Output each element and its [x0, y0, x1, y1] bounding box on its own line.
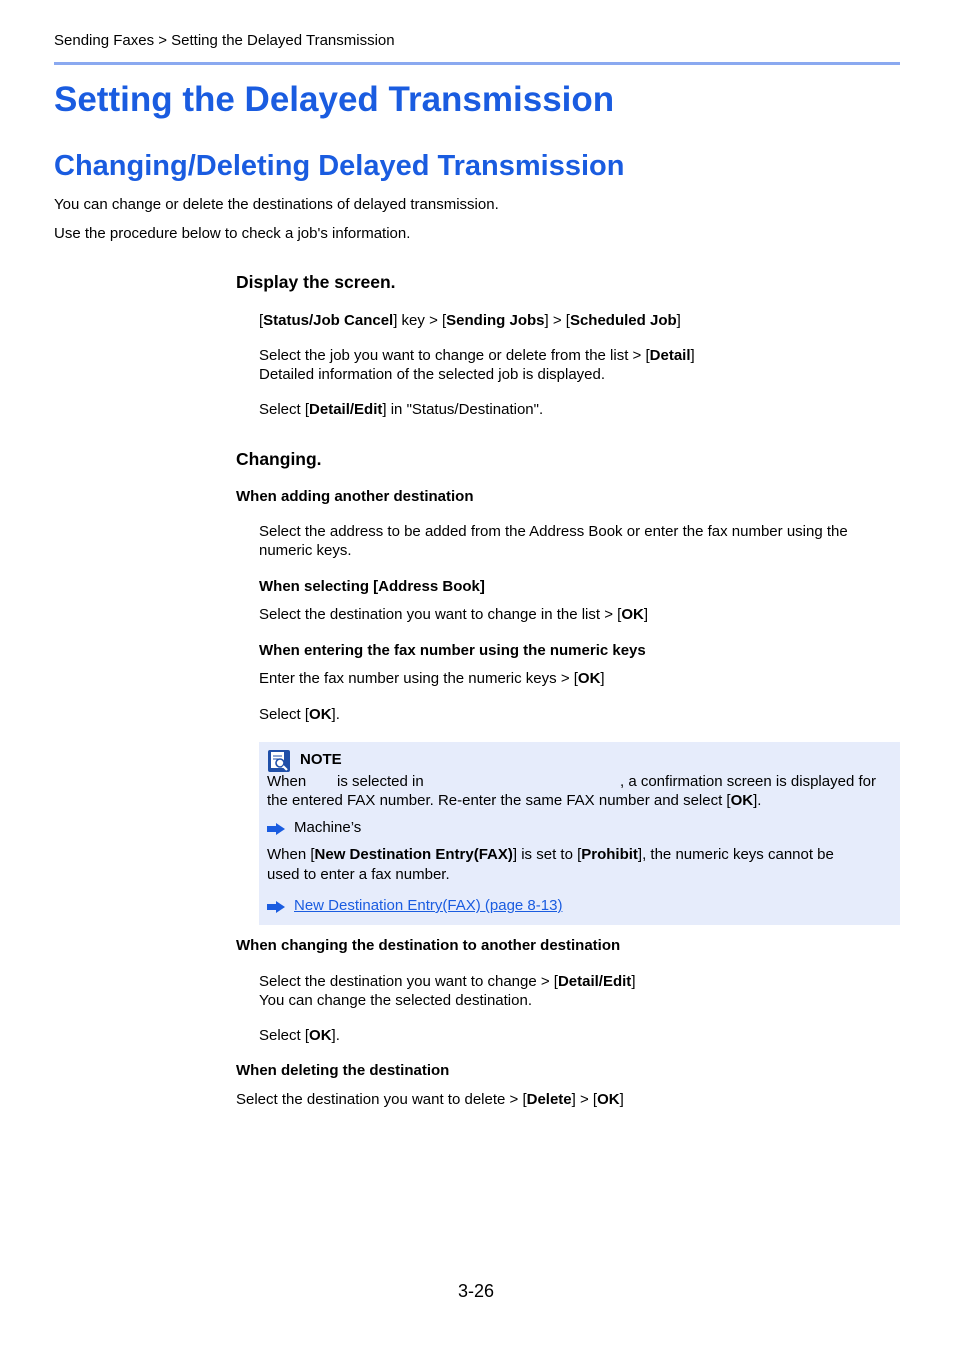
intro-line-2: Use the procedure below to check a job's information. [54, 225, 411, 242]
changing-ok-text: Select [OK]. [259, 1027, 340, 1044]
note-ref-machine: Machine’s [294, 819, 362, 836]
note-line4: used to enter a fax number. [267, 866, 450, 883]
step1-line4: Select [Detail/Edit] in "Status/Destination". [259, 401, 544, 418]
numeric-heading: When entering the fax number using the numeric keys [259, 642, 646, 659]
step2-title: Changing. [236, 449, 322, 469]
breadcrumb: Sending Faxes > Setting the Delayed Transmission [54, 32, 395, 49]
note-line3: When [New Destination Entry(FAX)] is set to [Prohibit], the numeric keys cannot be [267, 846, 834, 863]
deleting-text: Select the destination you want to delete > [Delete] > [OK] [236, 1091, 624, 1108]
note-line1-a: When [267, 773, 307, 790]
changing-text-1: Select the destination you want to change > [Detail/Edit] [259, 973, 636, 990]
address-book-text: Select the destination you want to change in the list > [OK] [259, 606, 648, 623]
page-title: Setting the Delayed Transmission [54, 80, 615, 119]
adding-text-2: numeric keys. [259, 542, 352, 559]
header-rule [54, 62, 900, 65]
note-magnifier-icon [268, 750, 290, 772]
note-line1-c: , a confirmation screen is displayed for [620, 773, 876, 790]
intro-line-1: You can change or delete the destinations of delayed transmission. [54, 196, 499, 213]
adding-text-1: Select the address to be added from the Address Book or enter the fax number using the [259, 523, 848, 540]
page-number: 3-26 [458, 1281, 495, 1301]
reference-arrow-icon [267, 901, 285, 913]
changing-heading: When changing the destination to another destination [236, 937, 621, 954]
numeric-text: Enter the fax number using the numeric keys > [OK] [259, 670, 605, 687]
step1-title: Display the screen. [236, 272, 396, 292]
new-destination-entry-link[interactable]: New Destination Entry(FAX) (page 8-13) [294, 897, 563, 914]
reference-arrow-icon [267, 823, 285, 835]
adding-heading: When adding another destination [236, 488, 474, 505]
select-ok-text: Select [OK]. [259, 706, 340, 723]
note-line1-b: is selected in [337, 773, 424, 790]
changing-text-2: You can change the selected destination. [259, 992, 532, 1009]
note-label: NOTE [300, 751, 342, 768]
section-title: Changing/Deleting Delayed Transmission [54, 150, 625, 182]
address-book-heading: When selecting [Address Book] [259, 578, 485, 595]
step1-line3: Detailed information of the selected job is displayed. [259, 366, 606, 383]
deleting-heading: When deleting the destination [236, 1062, 450, 1079]
step1-line2: Select the job you want to change or delete from the list > [Detail] [259, 347, 695, 364]
step1-line1: [Status/Job Cancel] key > [Sending Jobs] > [Scheduled Job] [259, 312, 681, 329]
note-line2: the entered FAX number. Re-enter the same FAX number and select [OK]. [267, 792, 762, 809]
